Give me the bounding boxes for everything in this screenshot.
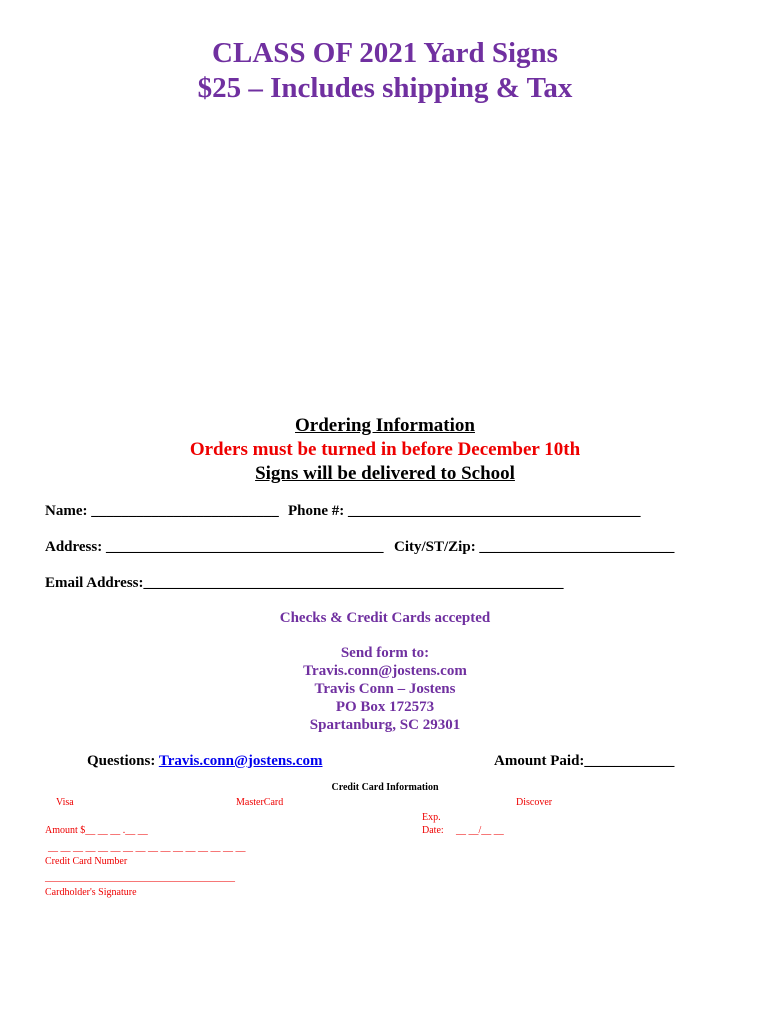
- questions-row: [87, 753, 323, 770]
- address-field[interactable]: Address: _____________________________________: [45, 539, 384, 555]
- mastercard-option[interactable]: MasterCard: [236, 797, 284, 808]
- signature-field[interactable]: ______________________________________: [45, 872, 235, 883]
- page-title-line-1: CLASS OF 2021 Yard Signs: [212, 37, 558, 69]
- credit-card-heading: Credit Card Information: [331, 782, 439, 793]
- delivery-notice: Signs will be delivered to School: [255, 463, 515, 484]
- phone-field[interactable]: Phone #: _______________________________________: [288, 503, 641, 519]
- amount-field[interactable]: Amount $__ __ __ .__ __: [45, 825, 148, 836]
- amount-paid-field[interactable]: Amount Paid:____________: [494, 753, 675, 769]
- send-form-name: Travis Conn – Jostens: [314, 681, 456, 697]
- email-address-field[interactable]: Email Address:________________________________________________________: [45, 575, 564, 591]
- send-form-label: Send form to:: [340, 645, 430, 661]
- questions-email-link[interactable]: Travis.conn@jostens.com: [158, 753, 323, 769]
- city-state-zip-field[interactable]: City/ST/Zip: __________________________: [394, 539, 675, 555]
- send-form-email: Travis.conn@jostens.com: [303, 663, 467, 679]
- send-form-po-box: PO Box 172573: [335, 699, 435, 715]
- payment-accepted-note: Checks & Credit Cards accepted: [279, 610, 491, 626]
- date-label: Date:: [422, 825, 444, 836]
- visa-option[interactable]: Visa: [56, 797, 74, 808]
- card-number-label: Credit Card Number: [45, 856, 128, 867]
- deadline-notice: Orders must be turned in before December 10th: [189, 439, 581, 460]
- exp-label: Exp.: [422, 812, 441, 823]
- ordering-heading: Ordering Information: [295, 415, 475, 436]
- page-title-line-2: $25 – Includes shipping & Tax: [197, 72, 573, 104]
- questions-label: Questions:: [87, 753, 159, 769]
- signature-label: Cardholder's Signature: [45, 887, 137, 898]
- discover-option[interactable]: Discover: [516, 797, 553, 808]
- expiration-date-field[interactable]: __ __/__ __: [456, 825, 504, 836]
- card-number-field[interactable]: __ __ __ __ __ __ __ __ __ __ __ __ __ __ __ __: [48, 842, 246, 853]
- name-field[interactable]: Name: _________________________: [45, 503, 279, 519]
- send-form-city: Spartanburg, SC 29301: [309, 717, 461, 733]
